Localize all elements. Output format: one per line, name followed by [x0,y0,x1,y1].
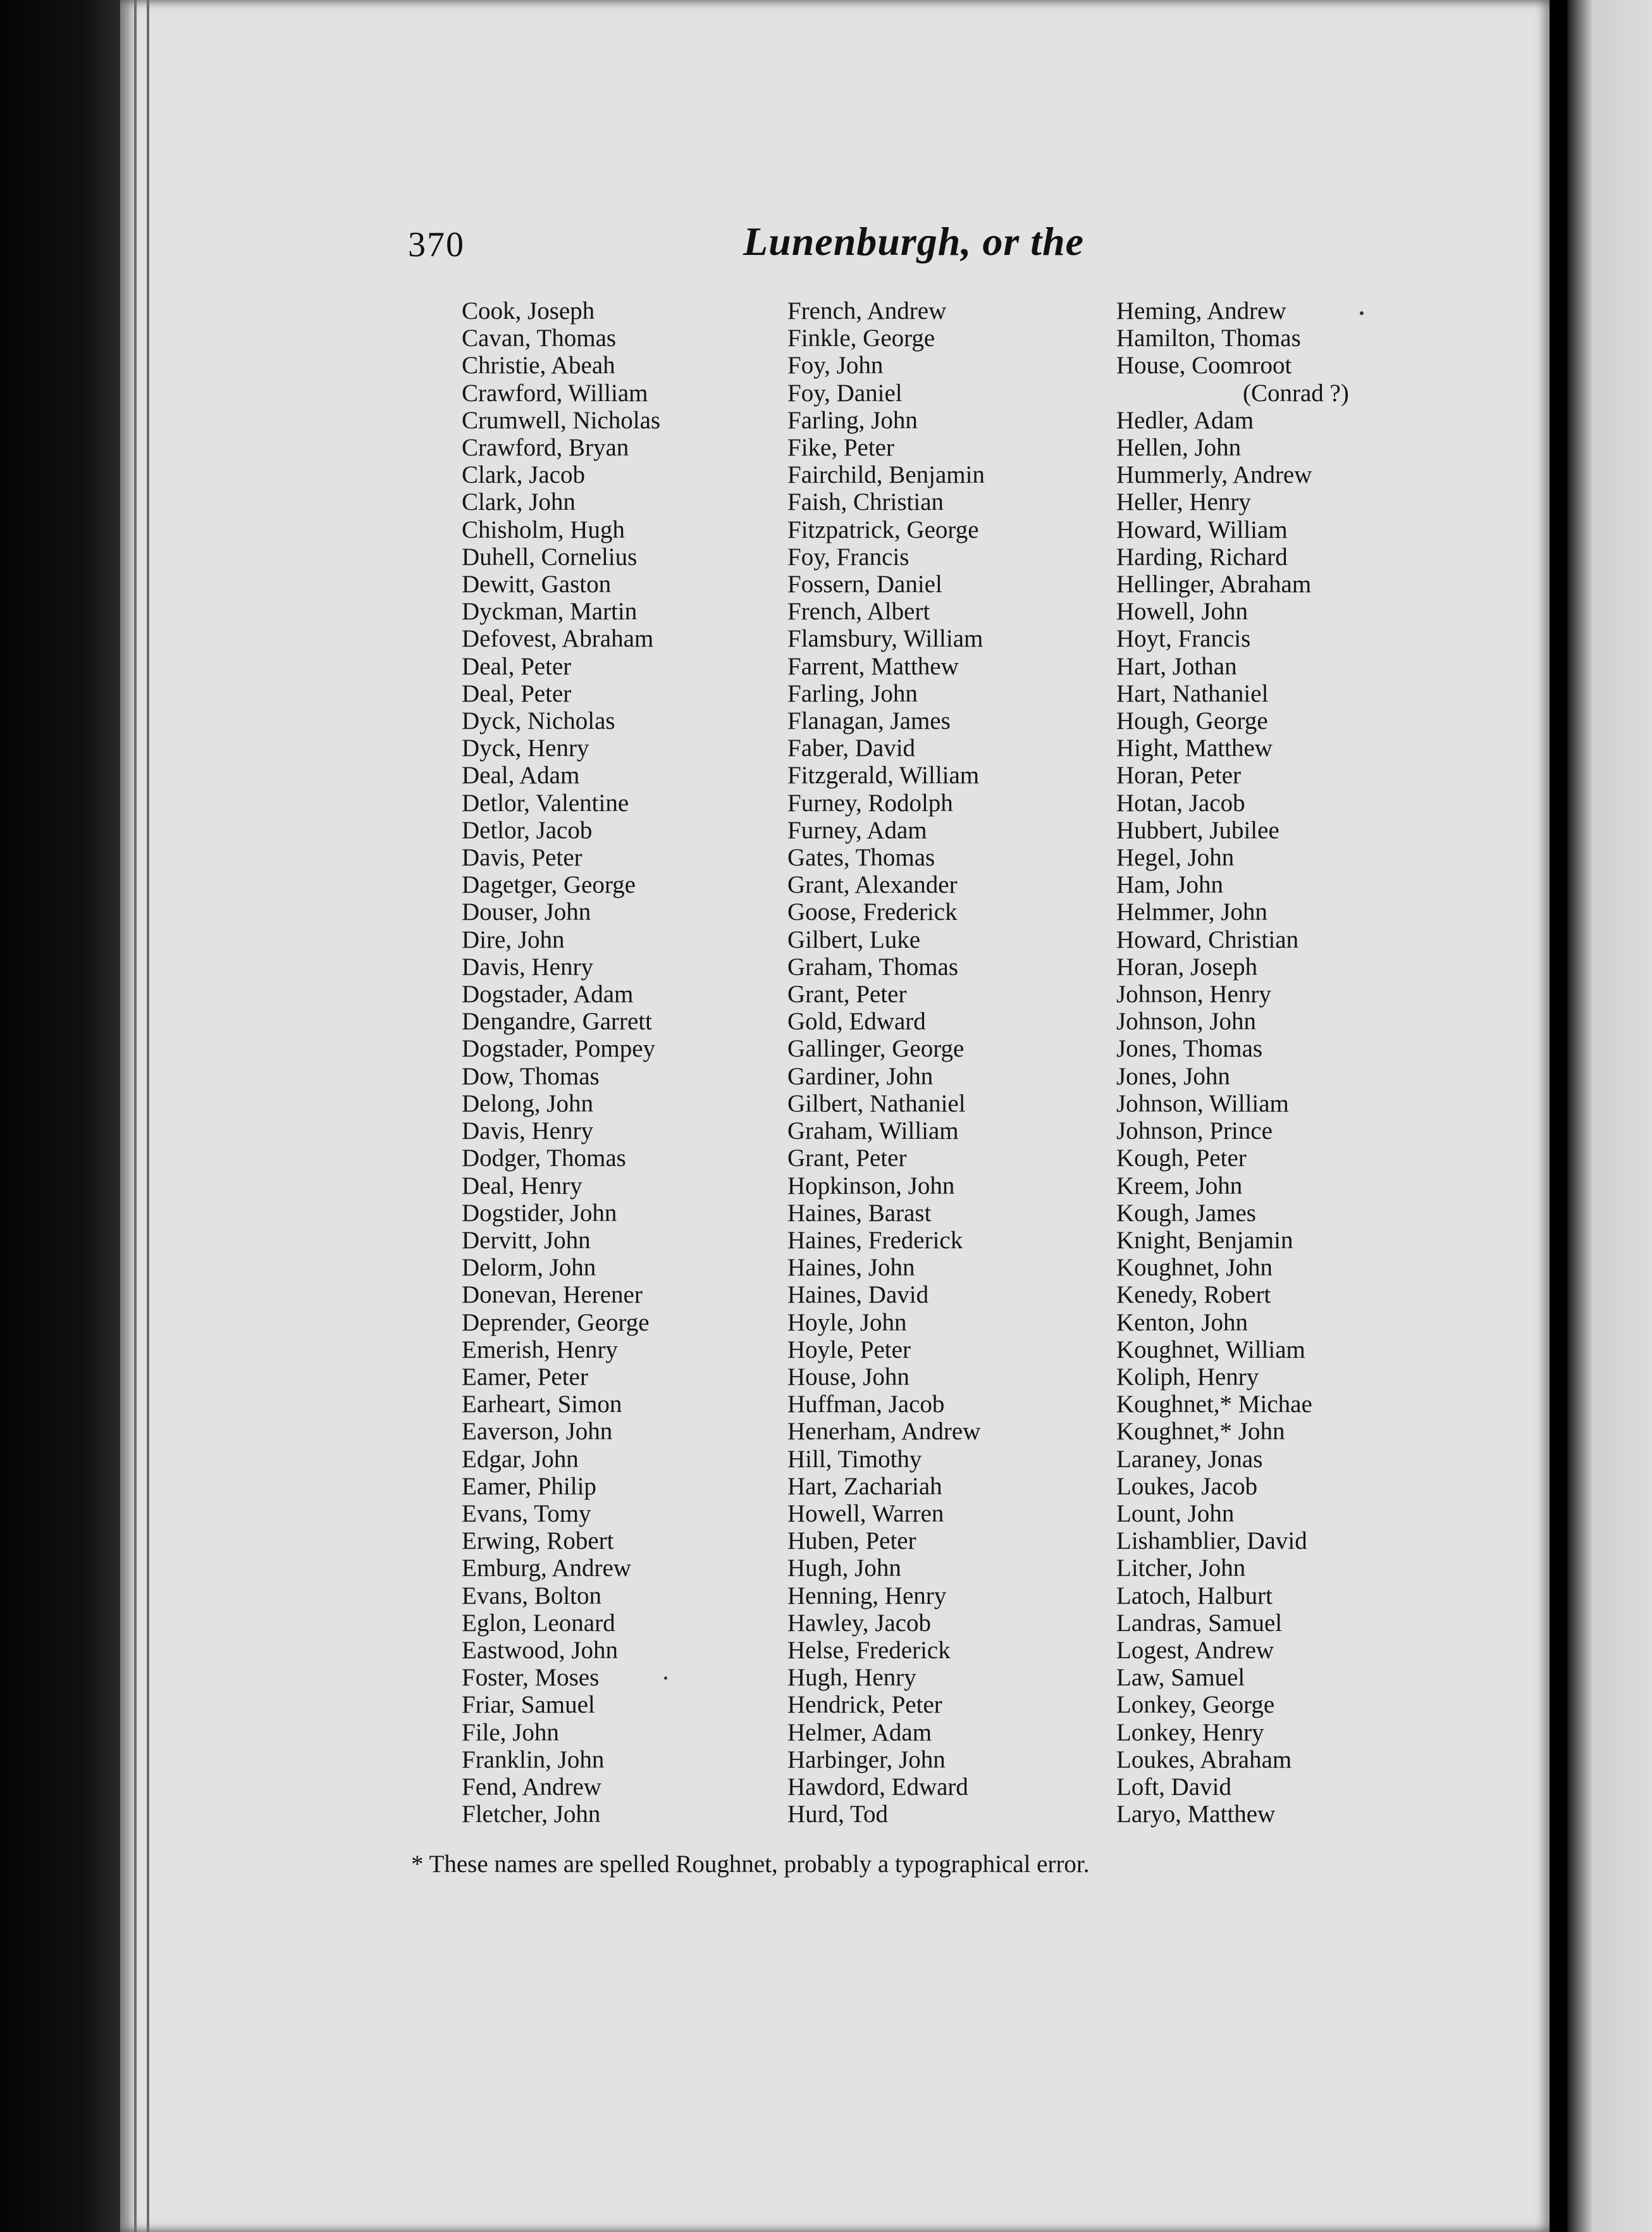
name-entry: Flamsbury, William [787,625,983,653]
footnote: * These names are spelled Roughnet, probably a typographical error. [411,1851,1090,1878]
name-entry: Loukes, Jacob [1116,1472,1258,1500]
name-entry: Flanagan, James [787,707,951,735]
name-entry: Dyckman, Martin [462,598,638,626]
name-entry: Hummerly, Andrew [1116,461,1312,489]
name-entry: Hamilton, Thomas [1116,325,1301,352]
name-entry: Jones, Thomas [1116,1035,1263,1063]
name-entry: Kough, James [1116,1199,1256,1227]
name-entry: Hawley, Jacob [787,1609,932,1637]
name-entry: Faber, David [787,735,916,762]
name-entry: Fitzpatrick, George [787,516,979,543]
name-entry: Fike, Peter [787,434,894,462]
name-entry: Edgar, John [462,1445,579,1473]
name-entry: Dyck, Henry [462,735,589,762]
name-entry: Harbinger, John [787,1745,946,1773]
name-entry: Dewitt, Gaston [462,571,612,598]
name-entry: Lishamblier, David [1116,1527,1307,1555]
scan-speck [664,1677,667,1680]
left-scan-gutter [0,0,120,2232]
name-entry: Graham, William [787,1117,959,1145]
name-entry: Foster, Moses [462,1664,600,1692]
name-entry: Grant, Peter [787,981,907,1008]
name-entry: Christie, Abeah [462,352,615,380]
name-entry: Latoch, Halburt [1116,1582,1273,1609]
name-entry: Eastwood, John [462,1636,618,1664]
name-entry: Landras, Samuel [1116,1609,1283,1637]
name-entry: Finkle, George [787,325,935,352]
name-entry: Hart, Nathaniel [1116,679,1269,707]
name-entry: Gardiner, John [787,1062,934,1090]
name-entry: Hugh, John [787,1554,901,1582]
name-entry: Koughnet,* Michae [1116,1391,1312,1418]
name-entry: Eamer, Peter [462,1363,588,1391]
name-entry: Logest, Andrew [1116,1636,1274,1664]
name-column-1 [462,297,791,1828]
name-entry: Hough, George [1116,707,1268,735]
name-entry: Jones, John [1116,1062,1230,1090]
name-entry: Donevan, Herener [462,1281,643,1309]
name-entry: Dow, Thomas [462,1062,600,1090]
name-entry: Davis, Peter [462,844,583,872]
name-entry: Farling, John [787,679,918,707]
name-entry: Chisholm, Hugh [462,516,625,543]
name-entry: Crumwell, Nicholas [462,406,661,434]
name-entry: Laraney, Jonas [1116,1445,1263,1473]
name-entry: Horan, Peter [1116,762,1242,790]
running-head: Lunenburgh, or the [743,219,1085,264]
name-entry: Deal, Peter [462,679,572,707]
name-entry: Hoyle, Peter [787,1336,911,1363]
name-entry: Johnson, Prince [1116,1117,1273,1145]
name-entry: Duhell, Cornelius [462,543,638,571]
name-entry: Kenton, John [1116,1308,1248,1336]
name-entry: Hill, Timothy [787,1445,922,1473]
name-entry: Grant, Alexander [787,871,958,899]
name-entry: Dervitt, John [462,1226,591,1254]
name-entry: Deprender, George [462,1308,650,1336]
name-entry: Cook, Joseph [462,297,595,325]
name-entry: Huben, Peter [787,1527,916,1555]
name-entry: Hegel, John [1116,844,1235,872]
name-entry: French, Albert [787,598,930,626]
name-entry: Hurd, Tod [787,1801,889,1828]
next-page-edge [1567,0,1652,2232]
name-entry: Hoyle, John [787,1308,907,1336]
name-entry: (Conrad ?) [1243,379,1349,407]
name-entry: Fitzgerald, William [787,762,980,790]
name-entry: Deal, Adam [462,762,580,790]
name-entry: Furney, Adam [787,816,927,844]
name-entry: Friar, Samuel [462,1691,595,1719]
name-entry: Deal, Peter [462,652,572,680]
name-entry: Henning, Henry [787,1582,947,1609]
name-column-2 [787,297,1116,1828]
name-entry: Furney, Rodolph [787,789,953,817]
name-entry: Dire, John [462,926,565,953]
name-entry: Gallinger, George [787,1035,965,1063]
name-entry: Graham, Thomas [787,953,959,981]
name-entry: Johnson, William [1116,1089,1289,1117]
name-entry: Franklin, John [462,1745,605,1773]
name-entry: Heller, Henry [1116,488,1251,516]
name-entry: Clark, John [462,488,576,516]
name-entry: Goose, Frederick [787,898,958,926]
name-entry: Helmer, Adam [787,1718,932,1746]
name-entry: Horan, Joseph [1116,953,1258,981]
name-entry: Evans, Tomy [462,1499,591,1527]
name-entry: Hight, Matthew [1116,735,1273,762]
name-entry: Lonkey, Henry [1116,1718,1264,1746]
name-entry: Davis, Henry [462,953,593,981]
name-entry: House, Coomroot [1116,352,1292,380]
name-entry: Davis, Henry [462,1117,593,1145]
name-entry: Douser, John [462,898,591,926]
name-entry: Emerish, Henry [462,1336,618,1363]
name-entry: Hubbert, Jubilee [1116,816,1279,844]
name-entry: Delorm, John [462,1254,596,1282]
name-entry: Farling, John [787,406,918,434]
name-entry: Haines, Barast [787,1199,932,1227]
name-entry: Foy, Francis [787,543,909,571]
name-entry: Emburg, Andrew [462,1554,631,1582]
name-entry: Howell, Warren [787,1499,944,1527]
name-entry: Dogstader, Adam [462,981,634,1008]
name-entry: Johnson, John [1116,1008,1257,1036]
name-entry: Cavan, Thomas [462,325,617,352]
name-entry: Clark, Jacob [462,461,585,489]
name-entry: Evans, Bolton [462,1582,601,1609]
name-entry: Hugh, Henry [787,1664,916,1692]
name-entry: French, Andrew [787,297,947,325]
name-entry: Hopkinson, John [787,1172,955,1200]
name-entry: Faish, Christian [787,488,944,516]
name-entry: Dogstider, John [462,1199,617,1227]
name-entry: Howell, John [1116,598,1248,626]
name-entry: Hawdord, Edward [787,1773,968,1801]
name-entry: Gilbert, Luke [787,926,921,953]
name-entry: Hellen, John [1116,434,1242,462]
name-entry: Howard, William [1116,516,1288,543]
name-entry: Eaverson, John [462,1418,613,1446]
name-entry: Fend, Andrew [462,1773,601,1801]
name-entry: Haines, David [787,1281,929,1309]
name-entry: Dodger, Thomas [462,1144,626,1172]
name-column-3 [1116,297,1445,1828]
name-entry: Heming, Andrew [1116,297,1286,325]
name-entry: Howard, Christian [1116,926,1299,953]
name-entry: Dogstader, Pompey [462,1035,656,1063]
name-entry: Erwing, Robert [462,1527,614,1555]
name-entry: Hedler, Adam [1116,406,1254,434]
name-entry: Hart, Jothan [1116,652,1237,680]
name-entry: Ham, John [1116,871,1223,899]
name-entry: Johnson, Henry [1116,981,1271,1008]
name-entry: Laryo, Matthew [1116,1801,1276,1828]
name-entry: Knight, Benjamin [1116,1226,1293,1254]
name-entry: Kough, Peter [1116,1144,1247,1172]
name-entry: Earheart, Simon [462,1391,622,1418]
name-entry: Gilbert, Nathaniel [787,1089,966,1117]
name-entry: Eamer, Philip [462,1472,596,1500]
name-entry: Helse, Frederick [787,1636,951,1664]
name-entry: Dyck, Nicholas [462,707,615,735]
name-entry: Dagetger, George [462,871,636,899]
name-entry: Koliph, Henry [1116,1363,1259,1391]
name-entry: Henerham, Andrew [787,1418,981,1446]
name-entry: Harding, Richard [1116,543,1288,571]
name-entry: Helmmer, John [1116,898,1267,926]
name-entry: Detlor, Valentine [462,789,629,817]
name-entry: Defovest, Abraham [462,625,654,653]
name-entry: Hart, Zachariah [787,1472,942,1500]
name-entry: Lonkey, George [1116,1691,1275,1719]
name-entry: Hendrick, Peter [787,1691,942,1719]
name-entry: Crawford, Bryan [462,434,629,462]
name-entry: Delong, John [462,1089,593,1117]
scan-speck [1360,311,1364,315]
name-entry: Fairchild, Benjamin [787,461,985,489]
name-entry: Grant, Peter [787,1144,907,1172]
name-entry: Crawford, William [462,379,648,407]
name-entry: Foy, Daniel [787,379,903,407]
name-entry: Fossern, Daniel [787,571,942,598]
name-entry: Koughnet, John [1116,1254,1273,1282]
name-entry: Gold, Edward [787,1008,926,1036]
name-entry: Haines, Frederick [787,1226,963,1254]
name-entry: House, John [787,1363,909,1391]
page-edge-rule [147,0,149,2232]
name-entry: Litcher, John [1116,1554,1246,1582]
name-entry: Kenedy, Robert [1116,1281,1271,1309]
name-entry: Deal, Henry [462,1172,583,1200]
name-entry: Loft, David [1116,1773,1231,1801]
name-entry: Fletcher, John [462,1801,601,1828]
name-entry: Law, Samuel [1116,1664,1245,1692]
name-entry: Hotan, Jacob [1116,789,1245,817]
name-entry: Loukes, Abraham [1116,1745,1292,1773]
name-entry: Dengandre, Garrett [462,1008,653,1036]
name-entry: Farrent, Matthew [787,652,959,680]
name-entry: Gates, Thomas [787,844,935,872]
name-entry: Hoyt, Francis [1116,625,1251,653]
name-entry: Detlor, Jacob [462,816,593,844]
name-entry: Haines, John [787,1254,915,1282]
name-entry: Hellinger, Abraham [1116,571,1312,598]
page-number: 370 [408,225,465,264]
name-entry: Lount, John [1116,1499,1235,1527]
name-entry: Koughnet,* John [1116,1418,1285,1446]
name-entry: File, John [462,1718,559,1746]
name-entry: Huffman, Jacob [787,1391,945,1418]
name-entry: Foy, John [787,352,884,380]
name-entry: Kreem, John [1116,1172,1243,1200]
name-entry: Eglon, Leonard [462,1609,615,1637]
page-edge-rule [134,0,137,2232]
name-entry: Koughnet, William [1116,1336,1305,1363]
